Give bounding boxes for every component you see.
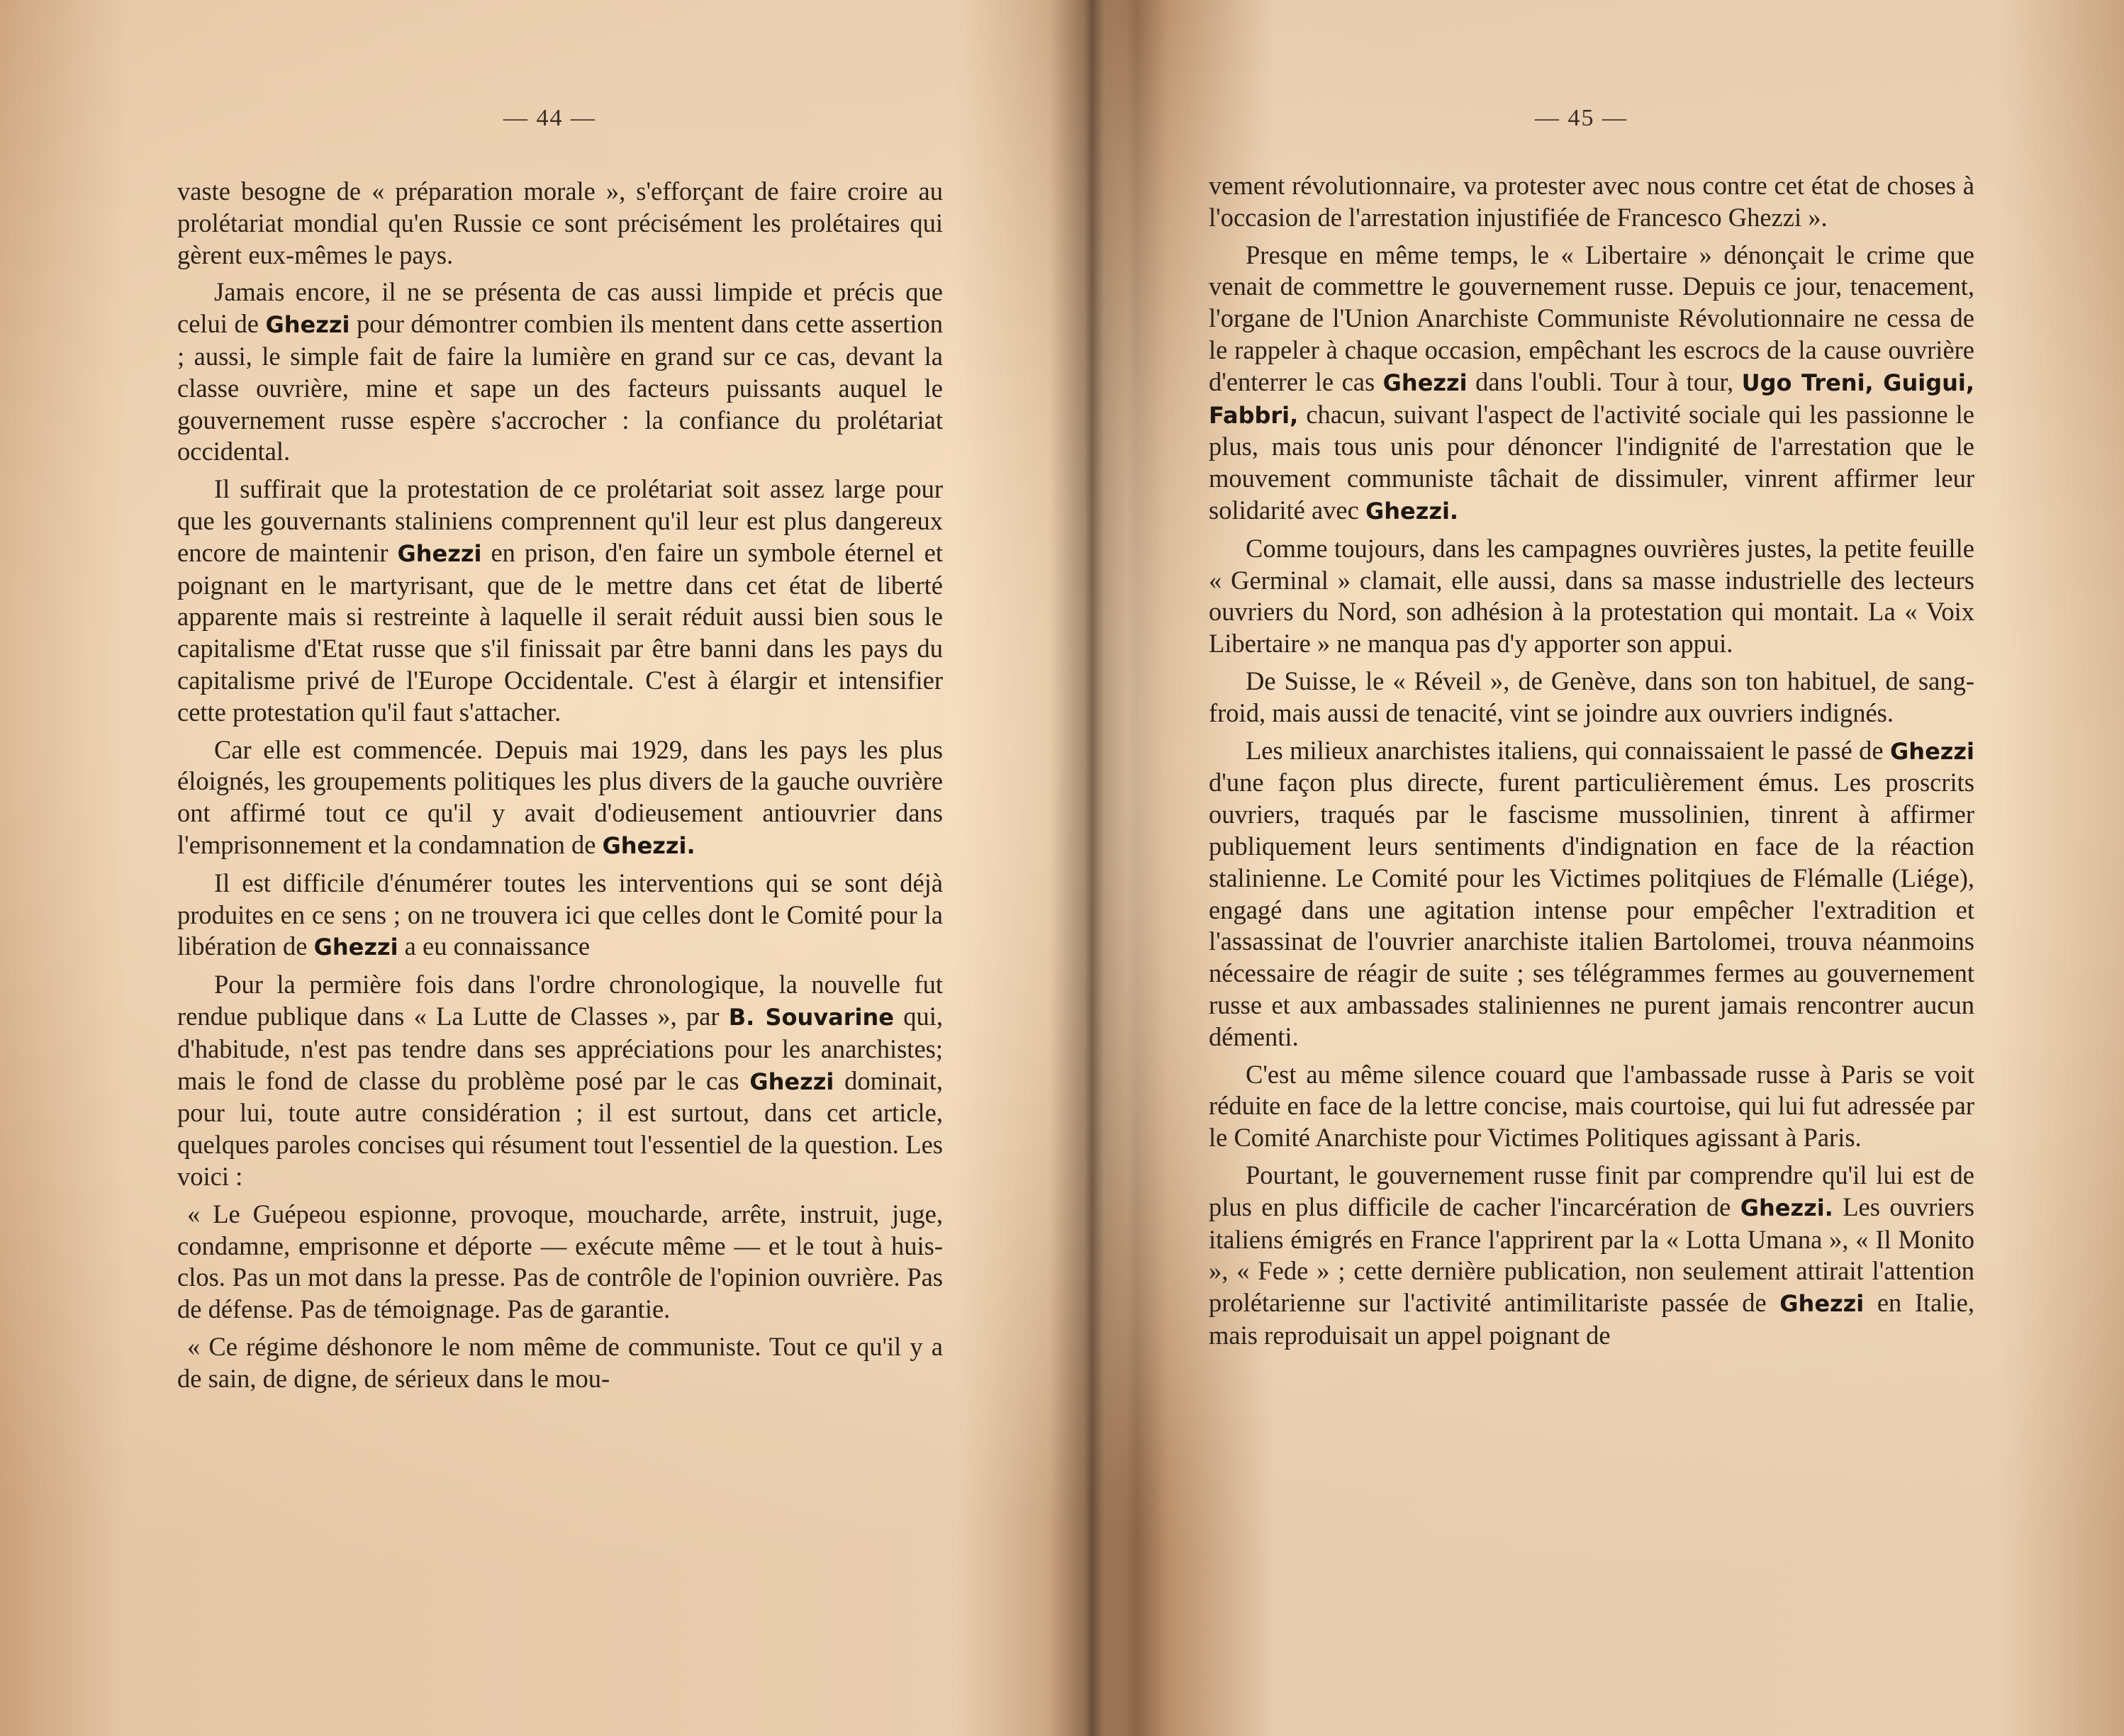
paragraph <box>1209 666 1974 729</box>
text-run: dominait, pour lui, toute autre considération ; il est surtout, dans cet article, quelques paroles concises qui résument tout l'essentiel de la question. Les voici : <box>177 1065 943 1191</box>
text-run: d'une façon plus directe, furent particulièrement émus. Les proscrits ouvriers, traqués par le fascisme mussolinien, tinrent à affirmer publiquement leurs sentiments d'indignation en face de la réaction stalinienne. Le Comité pour les Victimes politqiues de Flémalle (Liége), engagé dans une agitation intense pour empêcher l'extradition et l'assassinat de l'ouvrier anarchiste italien Bartolomei, trouva néanmoins nécessaire de réagir de suite ; ses télégrammes fermes au gouvernement russe et aux ambassades staliniennes ne purent jamais rencontrer aucun démenti. <box>1209 768 1974 1051</box>
bold-name: Ghezzi <box>749 1068 834 1095</box>
text-run: chacun, suivant l'aspect de l'activité sociale qui les passionne le plus, mais tous unis pour dénoncer l'indignité de l'arrestation que le mouvement communiste tâchait de dissimuler, vinrent affirmer leur solidarité avec <box>1209 399 1974 525</box>
page-number-44: — 44 — <box>503 105 596 131</box>
text-run: Pour la permière fois dans l'ordre chronologique, la nouvelle fut rendue publique dans « La Lutte de Classes », par <box>177 970 943 1031</box>
left-page-body <box>177 176 943 1400</box>
bold-name: Ghezzi <box>313 934 398 961</box>
text-run: Jamais encore, il ne se présenta de cas aussi limpide et précis que celui de <box>177 277 943 339</box>
bold-name: Ghezzi <box>265 311 350 339</box>
text-run: en prison, d'en faire un symbole éternel et poignant en le martyrisant, que de le mettre dans cet état de liberté apparente mais si restreinte à laquelle il serait réduit aussi bien sous le capitalisme d'Etat russe que s'il finissait par être banni dans les pays du capitalisme privé de l'Europe Occidentale. C'est à élargir et intensifier cette protestation qu'il faut s'attacher. <box>177 537 943 727</box>
bold-name: Ugo Treni, Guigui, Fabbri, <box>1209 369 1975 429</box>
paragraph <box>177 868 943 963</box>
bold-name: Ghezzi. <box>1365 497 1459 525</box>
paragraph <box>177 276 943 468</box>
text-run: Pourtant, le gouvernement russe finit par comprendre qu'il lui est de plus en plus difficile de cacher l'incarcération de <box>1209 1160 1974 1221</box>
paragraph <box>1209 533 1974 660</box>
text-run: pour démontrer combien ils mentent dans cette assertion ; aussi, le simple fait de faire la lumière en grand sur ce cas, devant la classe ouvrière, mine et sape un des facteurs puissants auquel le gouvernement russe espère s'accrocher : la confiance du prolétariat occidental. <box>177 309 943 466</box>
bold-name: Ghezzi <box>397 539 482 567</box>
bold-name: Ghezzi. <box>1740 1194 1833 1221</box>
text-run: Comme toujours, dans les campagnes ouvrières justes, la petite feuille « Germinal » clamait, elle aussi, dans sa masse industrielle des lecteurs ouvriers du Nord, son adhésion à la protestation qui montait. La « Voix Libertaire » ne manqua pas d'y apporter son appui. <box>1209 533 1974 659</box>
bold-name: Ghezzi <box>1382 369 1468 396</box>
text-run: De Suisse, le « Réveil », de Genève, dans son ton habituel, de sang-froid, mais aussi de tenacité, vint se joindre aux ouvriers indignés. <box>1209 666 1974 727</box>
paragraph <box>177 969 943 1193</box>
text-run: Les milieux anarchistes italiens, qui connaissaient le passé de <box>1246 735 1891 765</box>
book-gutter <box>1049 0 1127 1736</box>
quote-paragraph <box>177 1199 943 1326</box>
text-run: vement révolutionnaire, va protester avec nous contre cet état de choses à l'occasion de l'arrestation injustifiée de Francesco Ghezzi ». <box>1209 171 1974 232</box>
text-run: C'est au même silence couard que l'ambassade russe à Paris se voit réduite en face de la lettre concise, mais courtoise, qui lui fut adressée par le Comité Anarchiste pour Victimes Politiques agissant à Paris. <box>1209 1059 1974 1153</box>
text-run: en Italie, mais reproduisait un appel poignant de <box>1209 1288 1974 1350</box>
text-run: « Ce régime déshonore le nom même de communiste. Tout ce qu'il y a de sain, de digne, de sérieux dans le mou- <box>177 1331 943 1393</box>
right-page-body <box>1209 170 1974 1357</box>
paragraph <box>177 474 943 728</box>
text-run: qui, d'habitude, n'est pas tendre dans ses appréciations pour les anarchistes; mais le fond de classe du problème posé par le cas <box>177 1001 943 1095</box>
bold-name: Ghezzi <box>1779 1290 1865 1318</box>
bold-name: Ghezzi. <box>602 831 695 859</box>
text-run: Il suffirait que la protestation de ce prolétariat soit assez large pour que les gouvernants staliniens comprennent qu'il leur est plus dangereux encore de maintenir <box>177 474 943 567</box>
paragraph <box>1209 240 1974 527</box>
text-run: Les ouvriers italiens émigrés en France l'apprirent par la « Lotta Umana », « Il Monito », « Fede » ; cette dernière publication, non seulement attirait l'attention prolétarienne sur l'activité antimilitariste passée de <box>1209 1192 1974 1318</box>
bold-name: B. Souvarine <box>728 1003 895 1031</box>
paragraph <box>177 734 943 862</box>
page-number-45: — 45 — <box>1535 105 1628 131</box>
text-run: Car elle est commencée. Depuis mai 1929, dans les pays les plus éloignés, les groupements politiques les plus divers de la gauche ouvrière ont affirmé tout ce qu'il y avait d'odieusement antiouvrier dans l'emprisonnement et la condamnation de <box>177 734 943 859</box>
text-run: dans l'oubli. Tour à tour, <box>1467 366 1742 396</box>
text-run: « Le Guépeou espionne, provoque, moucharde, arrête, instruit, juge, condamne, emprisonne et déporte — exécute même — et le tout à huis-clos. Pas un mot dans la presse. Pas de contrôle de l'opinion ouvrière. Pas de défense. Pas de témoignage. Pas de garantie. <box>177 1199 943 1324</box>
quote-paragraph <box>177 1331 943 1395</box>
text-run: Il est difficile d'énumérer toutes les interventions qui se sont déjà produites en ce sens ; on ne trouvera ici que celles dont le Comité pour la libération de <box>177 868 943 961</box>
text-run: a eu connaissance <box>398 931 591 961</box>
text-run: vaste besogne de « préparation morale », s'efforçant de faire croire au prolétariat mondial qu'en Russie ce sont précisément les prolétaires qui gèrent eux-mêmes le pays. <box>177 177 943 269</box>
paragraph <box>1209 1160 1974 1352</box>
paragraph <box>177 176 943 271</box>
text-run: Presque en même temps, le « Libertaire » dénonçait le crime que venait de commettre le gouvernement russe. Depuis ce jour, tenacement, l'organe de l'Union Anarchiste Communiste Révolutionnaire ne cessa de le rappeler à chaque occasion, empêchant les escrocs de la cause ouvrière d'enterrer le cas <box>1209 240 1974 396</box>
paragraph <box>1209 735 1974 1053</box>
paragraph <box>1209 1059 1974 1154</box>
bold-name: Ghezzi <box>1890 737 1974 765</box>
paragraph <box>1209 170 1974 234</box>
